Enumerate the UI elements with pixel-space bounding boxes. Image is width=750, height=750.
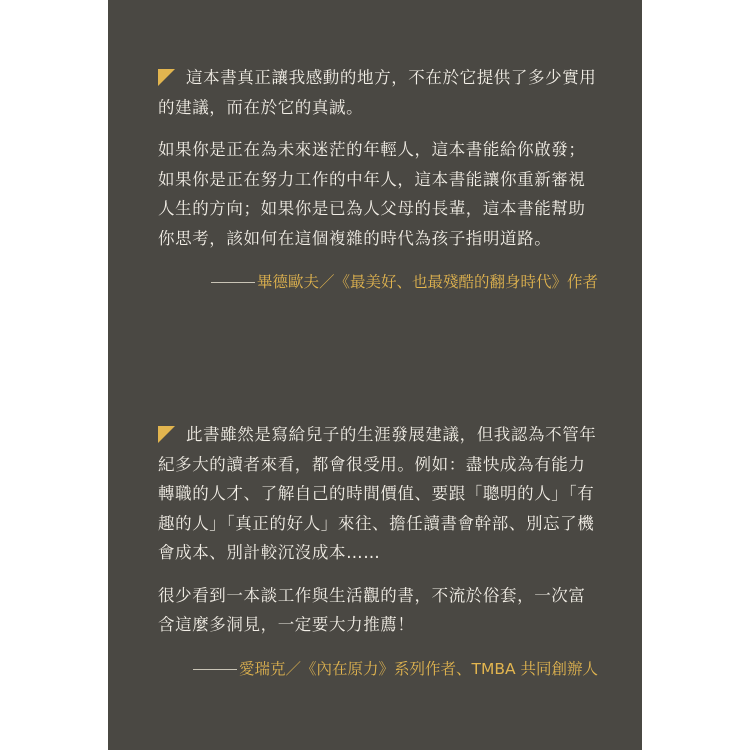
testimonial-1-body: 如果你是正在為未來迷茫的年輕人，這本書能給你啟發；如果你是正在努力工作的中年人，這本書能讓你重新審視人生的方向；如果你是已為人父母的長輩，這本書能幫助你思考，該如何在這個複雜的時代為孩子指明道路。 [158,140,586,248]
attribution-dash [211,282,255,283]
testimonial-2-attribution [158,657,598,681]
testimonial-1-author: 畢德歐夫／《最美好、也最殘酷的翻身時代》作者 [256,273,598,291]
testimonial-2-lead [158,420,598,568]
testimonial-2 [158,420,598,681]
testimonial-1 [158,63,598,294]
quote-marker-icon [158,69,175,86]
testimonial-2-body: 很少看到一本談工作與生活觀的書，不流於俗套，一次富含這麼多洞見，一定要大力推薦！ [158,585,586,634]
book-page [108,0,642,750]
testimonial-2-author: 愛瑞克／《內在原力》系列作者、TMBA 共同創辦人 [238,659,598,678]
testimonial-1-attribution [158,270,598,294]
testimonial-1-lead-text: 這本書真正讓我感動的地方，不在於它提供了多少實用的建議，而在於它的真誠。 [158,68,597,117]
testimonial-1-lead [158,63,598,122]
testimonial-2-lead-text: 此書雖然是寫給兒子的生涯發展建議，但我認為不管年紀多大的讀者來看，都會很受用。例如：盡快成為有能力轉職的人才、了解自己的時間價值、要跟「聰明的人」「有趣的人」「真正的好人」來往、擔任讀書會幹部、別忘了機會成本、別計較沉沒成本…… [158,425,597,562]
attribution-dash [193,669,237,670]
quote-marker-icon [158,426,175,443]
